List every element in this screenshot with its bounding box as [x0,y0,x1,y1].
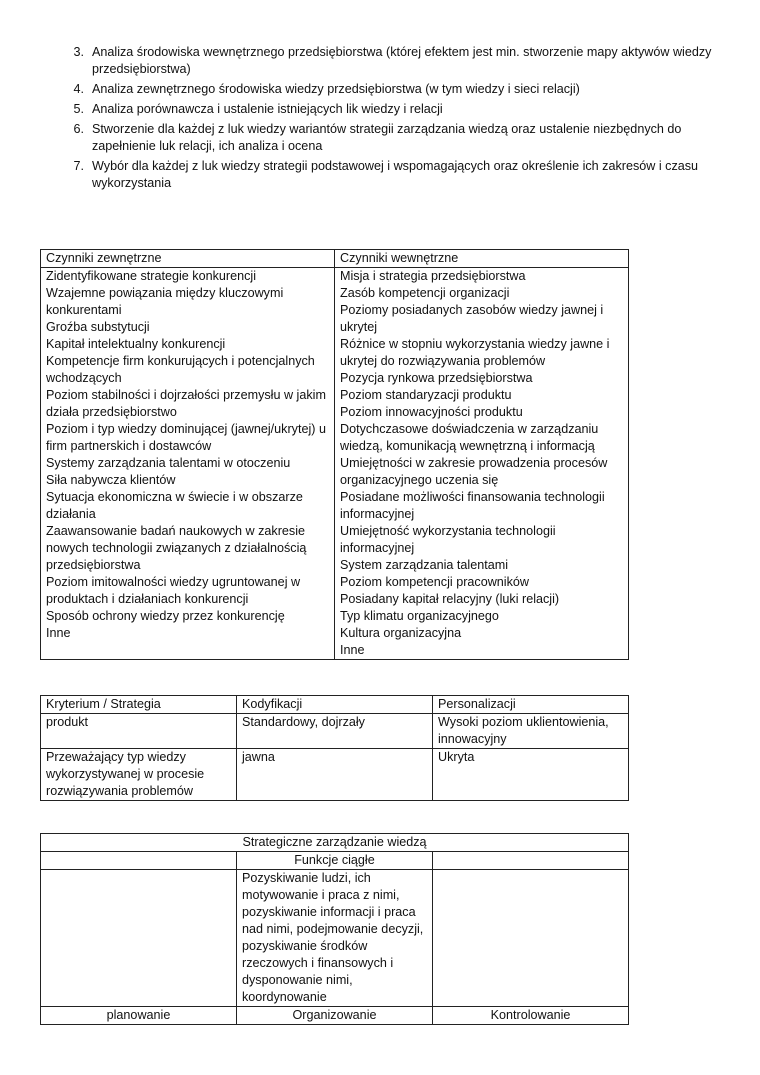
table-cell: Standardowy, dojrzały [237,714,433,749]
external-factors-header: Czynniki zewnętrzne [41,250,335,268]
list-text: Stworzenie dla każdej z luk wiedzy wariantów strategii zarządzania wiedzą oraz ustalenie niezbędnych do zapełnienie luk relacji, ich analiza i ocena [92,122,682,153]
list-item [40,101,720,118]
factors-table [40,249,629,660]
list-text: Analiza porównawcza i ustalenie istniejących lik wiedzy i relacji [92,102,443,116]
list-number: 4. [73,82,84,96]
table-cell: Wysoki poziom uklientowienia, innowacyjny [433,714,629,749]
list-text: Wybór dla każdej z luk wiedzy strategii podstawowej i wspomagających oraz określenie ich zakresów i czasu wykorzystania [92,159,699,190]
list-number: 5. [73,102,84,116]
strategy-table [40,695,629,801]
table-cell: Ukryta [433,749,629,801]
list-item [40,158,720,192]
function-controlling: Kontrolowanie [433,1007,629,1025]
function-organizing: Organizowanie [237,1007,433,1025]
function-planning: planowanie [41,1007,237,1025]
internal-factors-cell: Misja i strategia przedsiębiorstwa Zasób kompetencji organizacji Poziomy posiadanych zasobów wiedzy jawnej i ukrytej Różnice w stopniu wykorzystania wiedzy jawne i ukrytej do rozwiązywania problemów Pozycja rynkowa przedsiębiorstwa Poziom standaryzacji produktu Poziom innowacyjności produktu Dotychczasowe doświadczenia w zarządzaniu wiedzą, komunikacją wewnętrzną i informacją Umiejętności w zakresie prowadzenia procesów organizacyjnego uczenia się Posiadane możliwości finansowania technologii informacyjnej Umiejętność wykorzystania technologii informacyjnej System zarządzania talentami Poziom kompetencji pracowników Posiadany kapitał relacyjny (luki relacji) Typ klimatu organizacyjnego Kultura organizacyjna Inne [335,268,629,660]
empty-cell [41,870,237,1007]
list-number: 3. [73,45,84,59]
list-number: 6. [73,122,84,136]
table-header-cell: Kryterium / Strategia [41,696,237,714]
list-item [40,121,720,155]
table-row [41,749,629,801]
km-subtitle: Funkcje ciągłe [237,852,433,870]
km-title: Strategiczne zarządzanie wiedzą [41,834,629,852]
table-cell: Przeważający typ wiedzy wykorzystywanej w procesie rozwiązywania problemów [41,749,237,801]
external-factors-cell: Zidentyfikowane strategie konkurencji Wzajemne powiązania między kluczowymi konkurentami Groźba substytucji Kapitał intelektualny konkurencji Kompetencje firm konkurujących i potencjalnych wchodzących Poziom stabilności i dojrzałości przemysłu w jakim działa przedsiębiorstwo Poziom i typ wiedzy dominującej (jawnej/ukrytej) u firm partnerskich i dostawców Systemy zarządzania talentami w otoczeniu Siła nabywcza klientów Sytuacja ekonomiczna w świecie i w obszarze działania Zaawansowanie badań naukowych w zakresie nowych technologii związanych z działalnością przedsiębiorstwa Poziom imitowalności wiedzy ugruntowanej w produktach i działaniach konkurencji Sposób ochrony wiedzy przez konkurencję Inne [41,268,335,660]
list-text: Analiza środowiska wewnętrznego przedsiębiorstwa (której efektem jest min. stworzenie mapy aktywów wiedzy przedsiębiorstwa) [92,45,712,76]
empty-cell [433,870,629,1007]
km-functions-table [40,833,629,1025]
table-cell: produkt [41,714,237,749]
list-item [40,81,720,98]
table-header-row [41,696,629,714]
table-header-cell: Personalizacji [433,696,629,714]
table-cell: jawna [237,749,433,801]
internal-factors-header: Czynniki wewnętrzne [335,250,629,268]
empty-cell [433,852,629,870]
km-description: Pozyskiwanie ludzi, ich motywowanie i praca z nimi, pozyskiwanie informacji i praca nad nimi, podejmowanie decyzji, pozyskiwanie środków rzeczowych i finansowych i dysponowanie nimi, koordynowanie [237,870,433,1007]
list-item [40,44,720,78]
list-number: 7. [73,159,84,173]
steps-list [40,44,720,195]
list-text: Analiza zewnętrznego środowiska wiedzy przedsiębiorstwa (w tym wiedzy i sieci relacji) [92,82,580,96]
table-row [41,714,629,749]
table-header-cell: Kodyfikacji [237,696,433,714]
empty-cell [41,852,237,870]
